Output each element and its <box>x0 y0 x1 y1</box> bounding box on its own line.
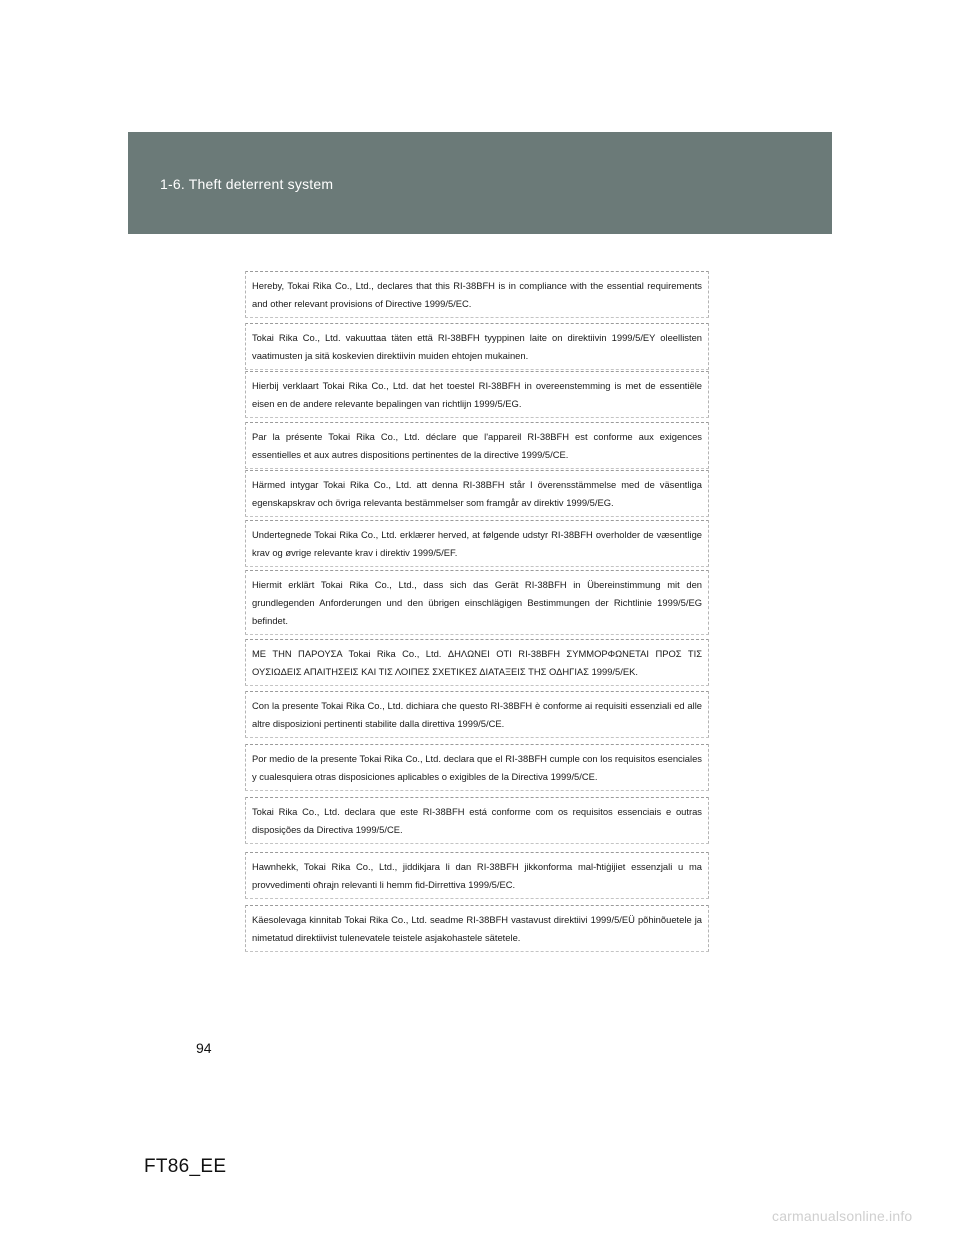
page-number: 94 <box>196 1040 212 1056</box>
declaration-italian: Con la presente Tokai Rika Co., Ltd. dichiara che questo RI-38BFH è conforme ai requisiti essenziali ed alle altre disposizioni pertinenti stabilite dalla direttiva 1999/5/CE. <box>245 691 709 738</box>
declaration-english: Hereby, Tokai Rika Co., Ltd., declares that this RI-38BFH is in compliance with the essential requirements and other relevant provisions of Directive 1999/5/EC. <box>245 271 709 318</box>
declaration-finnish: Tokai Rika Co., Ltd. vakuuttaa täten että RI-38BFH tyyppinen laite on direktiivin 1999/5/EY oleellisten vaatimusten ja sitä koskevien direktiivin muiden ehtojen mukainen. <box>245 323 709 370</box>
declaration-portuguese: Tokai Rika Co., Ltd. declara que este RI-38BFH está conforme com os requisitos essenciais e outras disposições da Directiva 1999/5/CE. <box>245 797 709 844</box>
model-code: FT86_EE <box>144 1156 227 1177</box>
section-title: 1-6. Theft deterrent system <box>160 176 334 192</box>
declaration-maltese: Hawnhekk, Tokai Rika Co., Ltd., jiddikjara li dan RI-38BFH jikkonforma mal-ħtiġijiet essenzjali u ma provvedimenti oħrajn relevanti li hemm fid-Dirrettiva 1999/5/EC. <box>245 852 709 899</box>
declaration-swedish: Härmed intygar Tokai Rika Co., Ltd. att denna RI-38BFH står I överensstämmelse med de väsentliga egenskapskrav och övriga relevanta bestämmelser som framgår av direktiv 1999/5/EG. <box>245 470 709 517</box>
declaration-spanish: Por medio de la presente Tokai Rika Co., Ltd. declara que el RI-38BFH cumple con los requisitos esenciales y cualesquiera otras disposiciones aplicables o exigibles de la Directiva 1999/5/CE. <box>245 744 709 791</box>
watermark: carmanualsonline.info <box>772 1208 913 1224</box>
declaration-dutch: Hierbij verklaart Tokai Rika Co., Ltd. dat het toestel RI-38BFH in overeenstemming is met de essentiële eisen en de andere relevante bepalingen van richtlijn 1999/5/EG. <box>245 371 709 418</box>
declaration-estonian: Käesolevaga kinnitab Tokai Rika Co., Ltd. seadme RI-38BFH vastavust direktiivi 1999/5/EÜ põhinõuetele ja nimetatud direktiivist tulenevatele teistele asjakohastele sätetele. <box>245 905 709 952</box>
declaration-french: Par la présente Tokai Rika Co., Ltd. déclare que l'appareil RI-38BFH est conforme aux exigences essentielles et aux autres dispositions pertinentes de la directive 1999/5/CE. <box>245 422 709 469</box>
declaration-greek: ΜΕ ΤΗΝ ΠΑΡΟΥΣΑ Tokai Rika Co., Ltd. ΔΗΛΩΝΕΙ ΟΤΙ RI-38BFH ΣΥΜΜΟΡΦΩΝΕΤΑΙ ΠΡΟΣ ΤΙΣ ΟΥΣΙΩΔΕΙΣ ΑΠΑΙΤΗΣΕΙΣ ΚΑΙ ΤΙΣ ΛΟΙΠΕΣ ΣΧΕΤΙΚΕΣ ΔΙΑΤΑΞΕΙΣ ΤΗΣ ΟΔΗΓΙΑΣ 1999/5/ΕΚ. <box>245 639 709 686</box>
declaration-german: Hiermit erklärt Tokai Rika Co., Ltd., dass sich das Gerät RI-38BFH in Übereinstimmung mit den grundlegenden Anforderungen und den übrigen einschlägigen Bestimmungen der Richtlinie 1999/5/EG befindet. <box>245 570 709 635</box>
declaration-danish: Undertegnede Tokai Rika Co., Ltd. erklærer herved, at følgende udstyr RI-38BFH overholder de væsentlige krav og øvrige relevante krav i direktiv 1999/5/EF. <box>245 520 709 567</box>
